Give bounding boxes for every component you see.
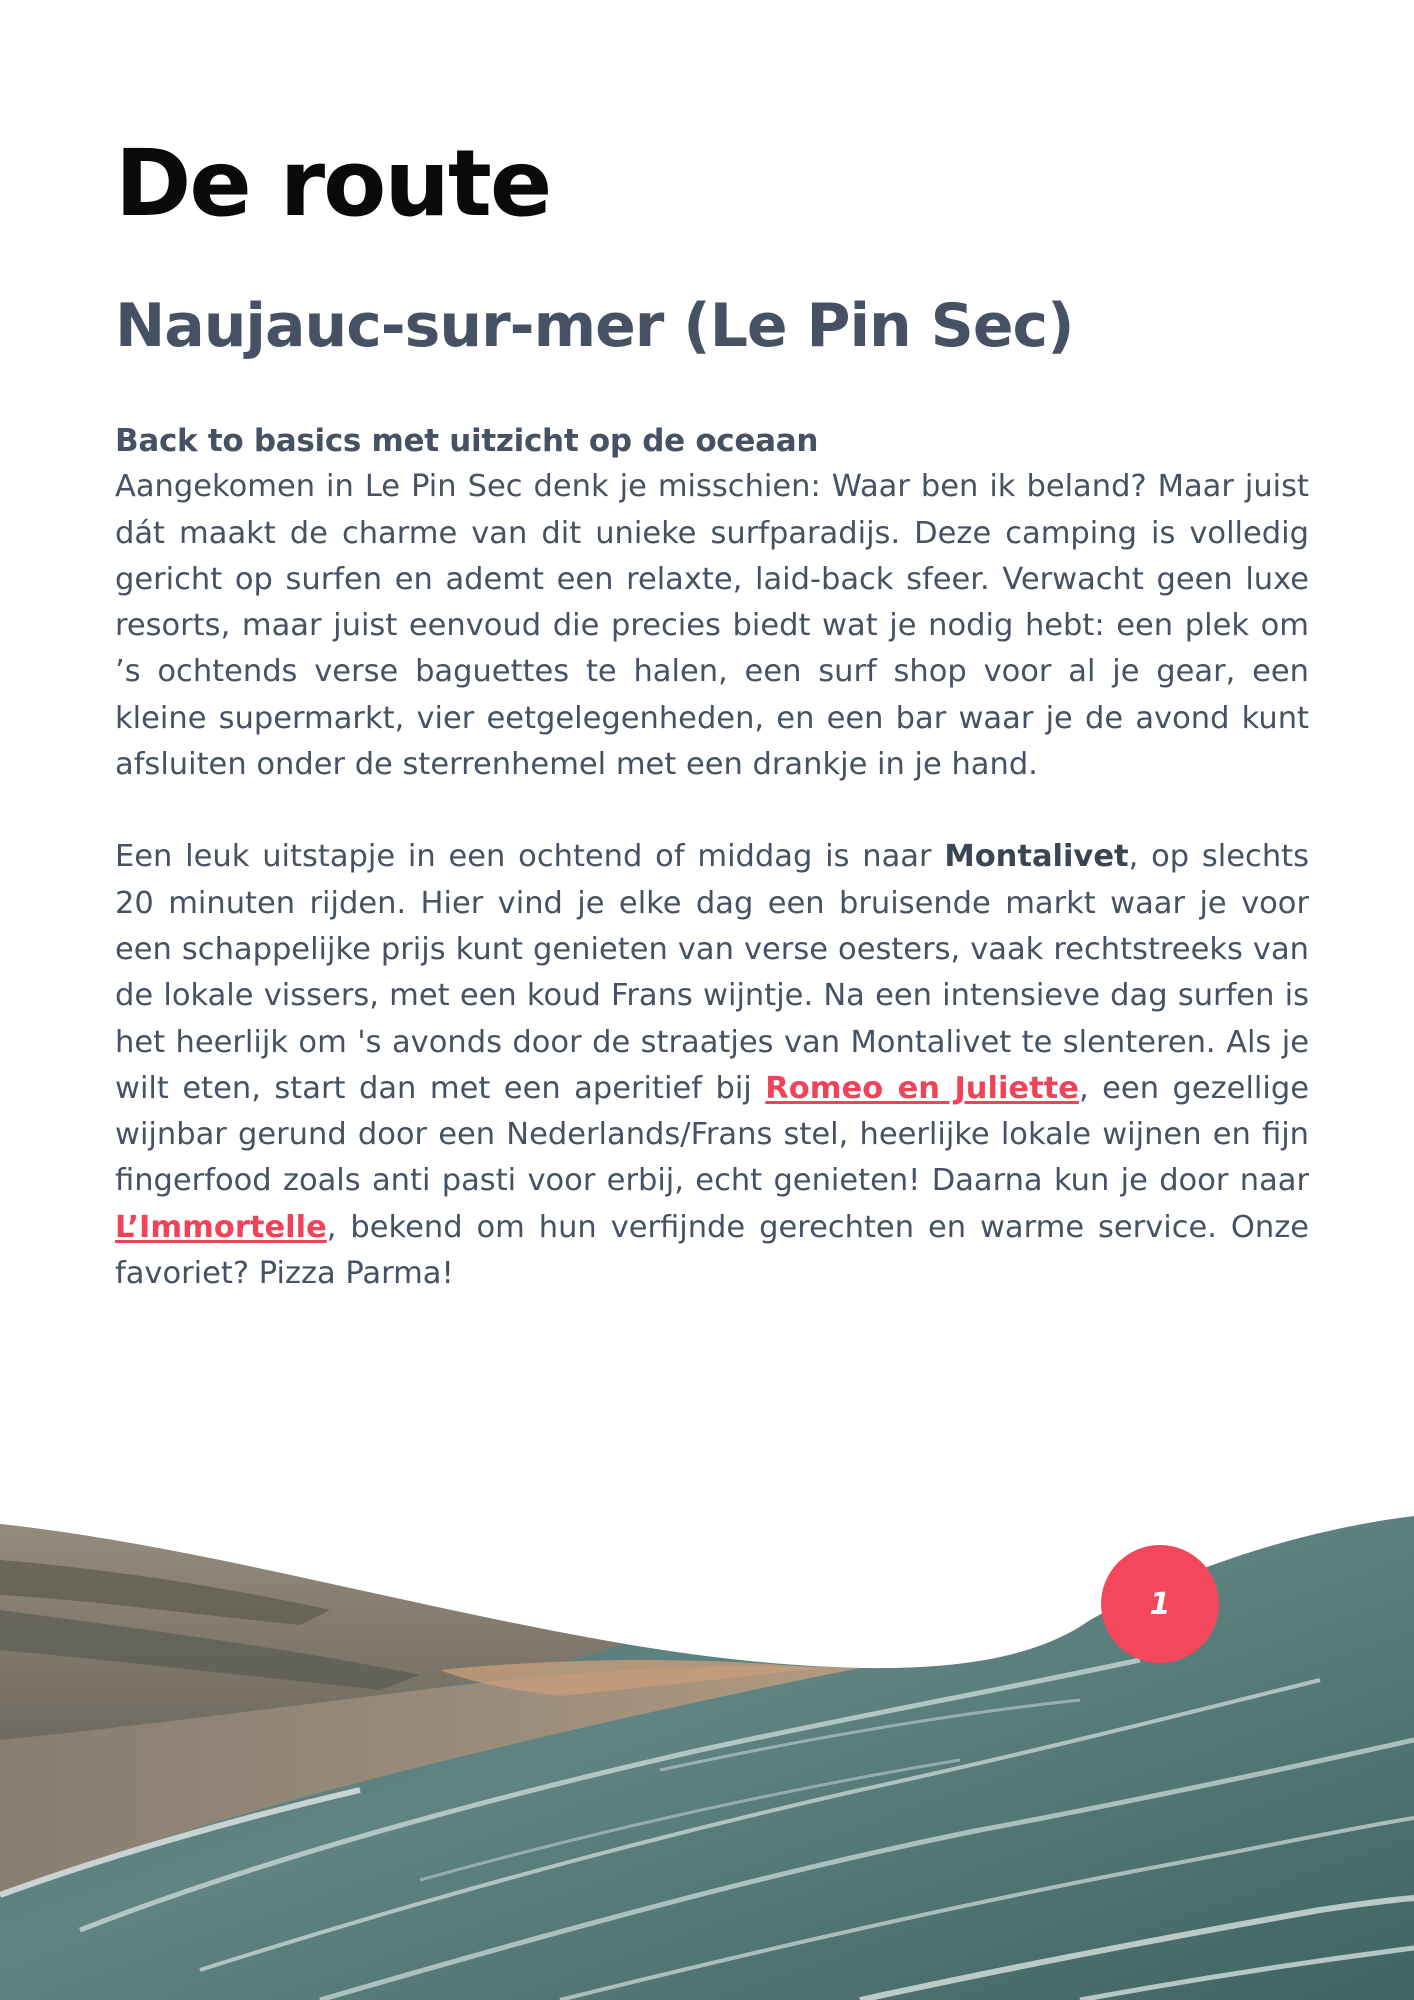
paragraph-2-text: , een gezellige wijnbar gerund door een Nederlands/Frans stel, heerlijke lokale wijnen en fijn fingerfood zoals anti pasti voor erbij, echt genieten! Daarna kun je door naar — [115, 1070, 1309, 1199]
limmortelle-link[interactable]: L’Immortelle — [115, 1209, 327, 1245]
romeo-en-juliette-link[interactable]: Romeo en Juliette — [765, 1070, 1079, 1106]
paragraph-2-text: , bekend om hun verfijnde gerechten en warme service. Onze favoriet? Pizza Parma! — [115, 1209, 1309, 1292]
page-subtitle: Naujauc-sur-mer (Le Pin Sec) — [115, 291, 1074, 361]
montalivet-bold: Montalivet — [944, 839, 1129, 875]
paragraph-2-text: , op slechts 20 minuten rijden. Hier vind je elke dag een bruisende markt waar je voor een schappelijke prijs kunt genieten van verse oesters, vaak rechtstreeks van de lokale vissers, met een koud Frans wijntje. Na een intensieve dag surfen is het heerlijk om 's avonds door de straatjes van Montalivet te slenteren. Als je wilt eten, start dan met een aperitief bij — [115, 839, 1309, 1106]
paragraph-1: Aangekomen in Le Pin Sec denk je misschien: Waar ben ik beland? Maar juist dát maakt de charme van dit unieke surfparadijs. Deze camping is volledig gericht op surfen en ademt een relaxte, laid-back sfeer. Verwacht geen luxe resorts, maar juist eenvoud die precies biedt wat je nodig hebt: een plek om ’s ochtends verse baguettes te halen, een surf shop voor al je gear, een kleine supermarkt, vier eetgelegenheden, en een bar waar je de avond kunt afsluiten onder de sterrenhemel met een drankje in je hand. — [115, 469, 1309, 783]
body-text — [115, 418, 1309, 1297]
paragraph-2 — [115, 834, 1309, 1297]
lead-heading: Back to basics met uitzicht op de oceaan — [115, 423, 819, 459]
paragraph-spacer — [115, 788, 1309, 834]
page-number-badge: 1 — [1101, 1545, 1219, 1663]
page-title: De route — [115, 130, 551, 237]
paragraph-2-text: Een leuk uitstapje in een ochtend of middag is naar — [115, 839, 945, 875]
